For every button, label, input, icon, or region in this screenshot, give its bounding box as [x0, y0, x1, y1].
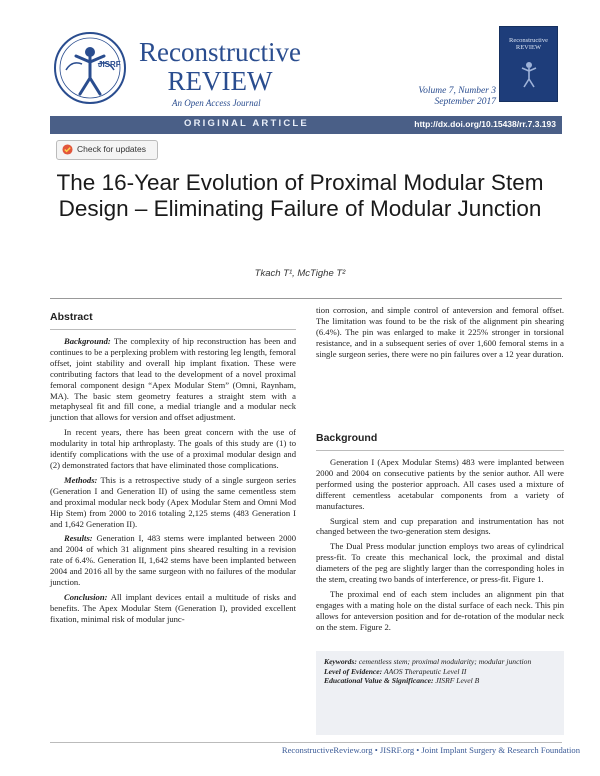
cover-title: Reconstructive REVIEW	[509, 37, 548, 51]
journal-name-line1: Reconstructive	[139, 37, 301, 67]
abstract-background-paragraph	[50, 336, 296, 423]
footer-links[interactable]: ReconstructiveReview.org • JISRF.org • Joint Implant Surgery & Research Foundation	[281, 745, 580, 755]
abstract-heading: Abstract	[50, 311, 93, 323]
background-label: Background:	[64, 336, 111, 346]
issue-info	[416, 86, 496, 108]
abstract-paragraph-2: In recent years, there has been great concern with the use of modularity in total hip arthroplasty. The goals of this study are (1) to identify complications with the use of a proximal modular design and (2) demonstrated factors that have eliminated those complications.	[50, 427, 296, 470]
keywords-label: Keywords:	[324, 657, 357, 666]
abstract-methods-paragraph	[50, 475, 296, 530]
keywords-box-text	[324, 657, 556, 686]
article-type-label: ORIGINAL ARTICLE	[184, 118, 309, 129]
evidence-label: Level of Evidence:	[324, 666, 383, 676]
background-section	[316, 457, 564, 637]
keywords-line	[324, 657, 556, 667]
article-authors: Tkach T¹, McTighe T²	[254, 268, 346, 279]
abstract-results-paragraph	[50, 533, 296, 588]
divider	[50, 298, 562, 299]
methods-text: This is a retrospective study of a single surgeon series (Generation I and Generation II) of using the same cementless stem and proximal modular neck body (Apex Modular Stem and Omni Mod Hip Stem) from 2000 to 2016 totaling 2,125 stems (483 Generation I and 1,642 Generation II).	[50, 474, 296, 529]
abstract-conclusion-paragraph	[50, 592, 296, 625]
abstract-continuation: tion corrosion, and simple control of anteversion and femoral offset. The limitation was found to be the risk of the alignment pin shearing (6.4%). The pin was enlarged to make it 225% stronger in torsional resistance, and in a subsequent series of over 1,600 femoral stems in a single surgeon series, there were no pin failures over a 12 year duration.	[316, 305, 564, 359]
cover-figure-icon	[516, 59, 542, 89]
logo-text: JISRF	[98, 60, 121, 69]
background-paragraph-2: Surgical stem and cup preparation and instrumentation has not changed between the two-generation stem designs.	[316, 515, 564, 537]
abstract-right-column	[316, 305, 564, 364]
results-text: Generation I, 483 stems were implanted between 2000 and 2004 of which 31 alignment pins sheared resulting in a revision rate of 6.4%. Generation II, 1,642 stems have been implanted between 2004 and 2016 all by the same surgeon with no failures of the modular junction.	[50, 533, 296, 588]
background-paragraph-4: The proximal end of each stem includes an alignment pin that engages with a mating hole on the distal surface of each neck. This pin allows for anteversion position and for de-rotation of the modular neck on the stem. Figure 2.	[316, 588, 564, 632]
evidence-value: AAOS Therapeutic Level II	[382, 666, 467, 676]
journal-subtitle: An Open Access Journal	[172, 98, 261, 108]
article-title: The 16-Year Evolution of Proximal Modular Stem Design – Eliminating Failure of Modular Junction	[56, 170, 544, 221]
keywords-value: cementless stem; proximal modularity; modular junction	[356, 657, 532, 666]
abstract-left-column	[50, 336, 296, 629]
evidence-line	[324, 667, 556, 677]
educational-value-line	[324, 676, 556, 686]
background-text: The complexity of hip reconstruction has been and continues to be a perplexing problem with restoring leg length, femoral offset, joint stability and overall hip implant fixation. These were contributing factors that lead to the development of a novel proximal femoral component design “Apex Modular Stem” (Omni, Raynham, MA). The basic stem geometry features a straight stem with a metaphyseal fit and fill cone, a medial triangle and a modular neck junction that allows for version and offset adjustment.	[50, 336, 296, 423]
check-for-updates-label: Check for updates	[77, 144, 146, 154]
footer-divider	[50, 742, 562, 743]
doi-link[interactable]: http://dx.doi.org/10.15438/rr.7.3.193	[414, 119, 556, 129]
issue-date: September 2017	[434, 97, 496, 107]
background-paragraph-3: The Dual Press modular junction employs two areas of cylindrical press-fit. To create this mechanical lock, the proximal and distal diameters of the peg are slightly larger than the corresponding holes in the stem, creating two bands of interference, or press-fit. Figure 1.	[316, 541, 564, 585]
educational-value: JISRF Level B	[433, 676, 480, 686]
journal-name	[132, 38, 308, 96]
journal-name-line2: REVIEW	[167, 66, 273, 96]
background-heading: Background	[316, 432, 378, 444]
keywords-box	[316, 651, 564, 735]
divider	[316, 450, 564, 451]
methods-label: Methods:	[64, 474, 98, 485]
volume-number: Volume 7, Number 3	[418, 86, 496, 96]
divider	[50, 329, 296, 330]
results-label: Results:	[64, 533, 93, 544]
background-paragraph-1: Generation I (Apex Modular Stems) 483 were implanted between 2000 and 2004 on consecutive patients by the senior author. All were performed using the posterior approach. All cases used a mixture of different cementless acetabular components from a variety of manufactures.	[316, 457, 564, 511]
educational-value-label: Educational Value & Significance:	[324, 676, 434, 686]
journal-cover-thumbnail	[499, 26, 558, 102]
conclusion-label: Conclusion:	[64, 591, 108, 602]
check-for-updates-button[interactable]	[56, 140, 158, 160]
crossmark-icon	[62, 144, 73, 155]
conclusion-text: All implant devices entail a multitude of risks and benefits. The Apex Modular Stem (Generation I), provided excellent fixation, minimal risk of modular junc-	[50, 591, 296, 624]
